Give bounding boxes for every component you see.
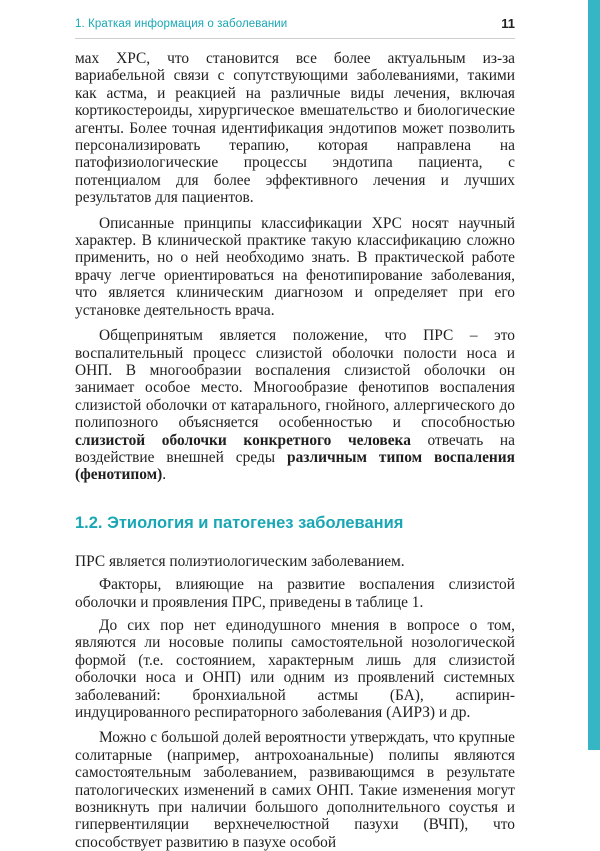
paragraph-inflammation-phenotypes bbox=[75, 327, 515, 484]
page-body bbox=[75, 50, 515, 851]
emphasis-phenotype: различным типом воспаления (фенотипом) bbox=[75, 448, 515, 484]
header-divider bbox=[75, 38, 515, 39]
section-heading: 1.2. Этиология и патогенез заболевания bbox=[75, 513, 404, 532]
paragraph-endotypes: мах ХРС, что становится все более актуальным из-за вариабельной связи с сопутствующими заболеваниями, такими как астма, и реакцией на различные виды лечения, включая кортикостероиды, хирургическое вмешательство и биологические агенты. Более точная идентификация эндотипов может позволить персонализировать терапию, которая направлена на патофизиологические процессы эндотипа пациента, с потенциалом для более эффективного лечения и лучших результатов для пациентов. bbox=[75, 50, 515, 207]
chapter-side-bar bbox=[588, 0, 600, 750]
running-head: 1. Краткая информация о заболевании bbox=[75, 18, 288, 30]
paragraph-nasal-polyps: До сих пор нет единодушного мнения в вопросе о том, являются ли носовые полипы самостоятельной нозологической формой (т.е. состоянием, характерным лишь для слизистой оболочки носа и ОНП) или одним из проявлений системных заболеваний: бронхиальной астмы (БА), аспирин-индуцированного респираторного заболевания (АИРЗ) и др. bbox=[75, 616, 515, 721]
page-number: 11 bbox=[501, 16, 515, 31]
paragraph-polyetiology: ПРС является полиэтиологическим заболеванием. bbox=[75, 552, 405, 570]
paragraph-classification-principles: Описанные принципы классификации ХРС носят научный характер. В клинической практике такую классификацию сложно применить, но о ней необходимо знать. В практической работе врачу легче ориентироваться на фенотипирование заболевания, что является клиническим диагнозом и определяет при его установке деятельность врача. bbox=[75, 214, 515, 319]
emphasis-mucosa: слизистой оболочки конкретного человека bbox=[75, 431, 411, 449]
paragraph-text: Общепринятым является положение, что ПРС – это воспалительный процесс слизистой оболочки полости носа и ОНП. В многообразии воспаления слизистой оболочки он занимает особое место. Многообразие фенотипов воспаления слизистой оболочки от катарального, гнойного, аллергического до полипозного объясняется особенностью и способностью bbox=[75, 327, 515, 432]
paragraph-factors: Факторы, влияющие на развитие воспаления слизистой оболочки и проявления ПРС, приведены в таблице 1. bbox=[75, 576, 515, 611]
paragraph-text: . bbox=[162, 466, 167, 484]
paragraph-solitary-polyps: Можно с большой долей вероятности утверждать, что крупные солитарные (например, антрохоанальные) полипы являются самостоятельным заболеванием, развивающимся в результате патологических изменений в самих ОНП. Такие изменения могут возникнуть при наличии большого дополнительного соустья и гипервентиляции верхнечелюстной пазухи (ВЧП), что способствует развитию в пазухе особой bbox=[75, 729, 515, 851]
paragraph-text: отвечать на воздействие внешней среды bbox=[75, 431, 515, 466]
